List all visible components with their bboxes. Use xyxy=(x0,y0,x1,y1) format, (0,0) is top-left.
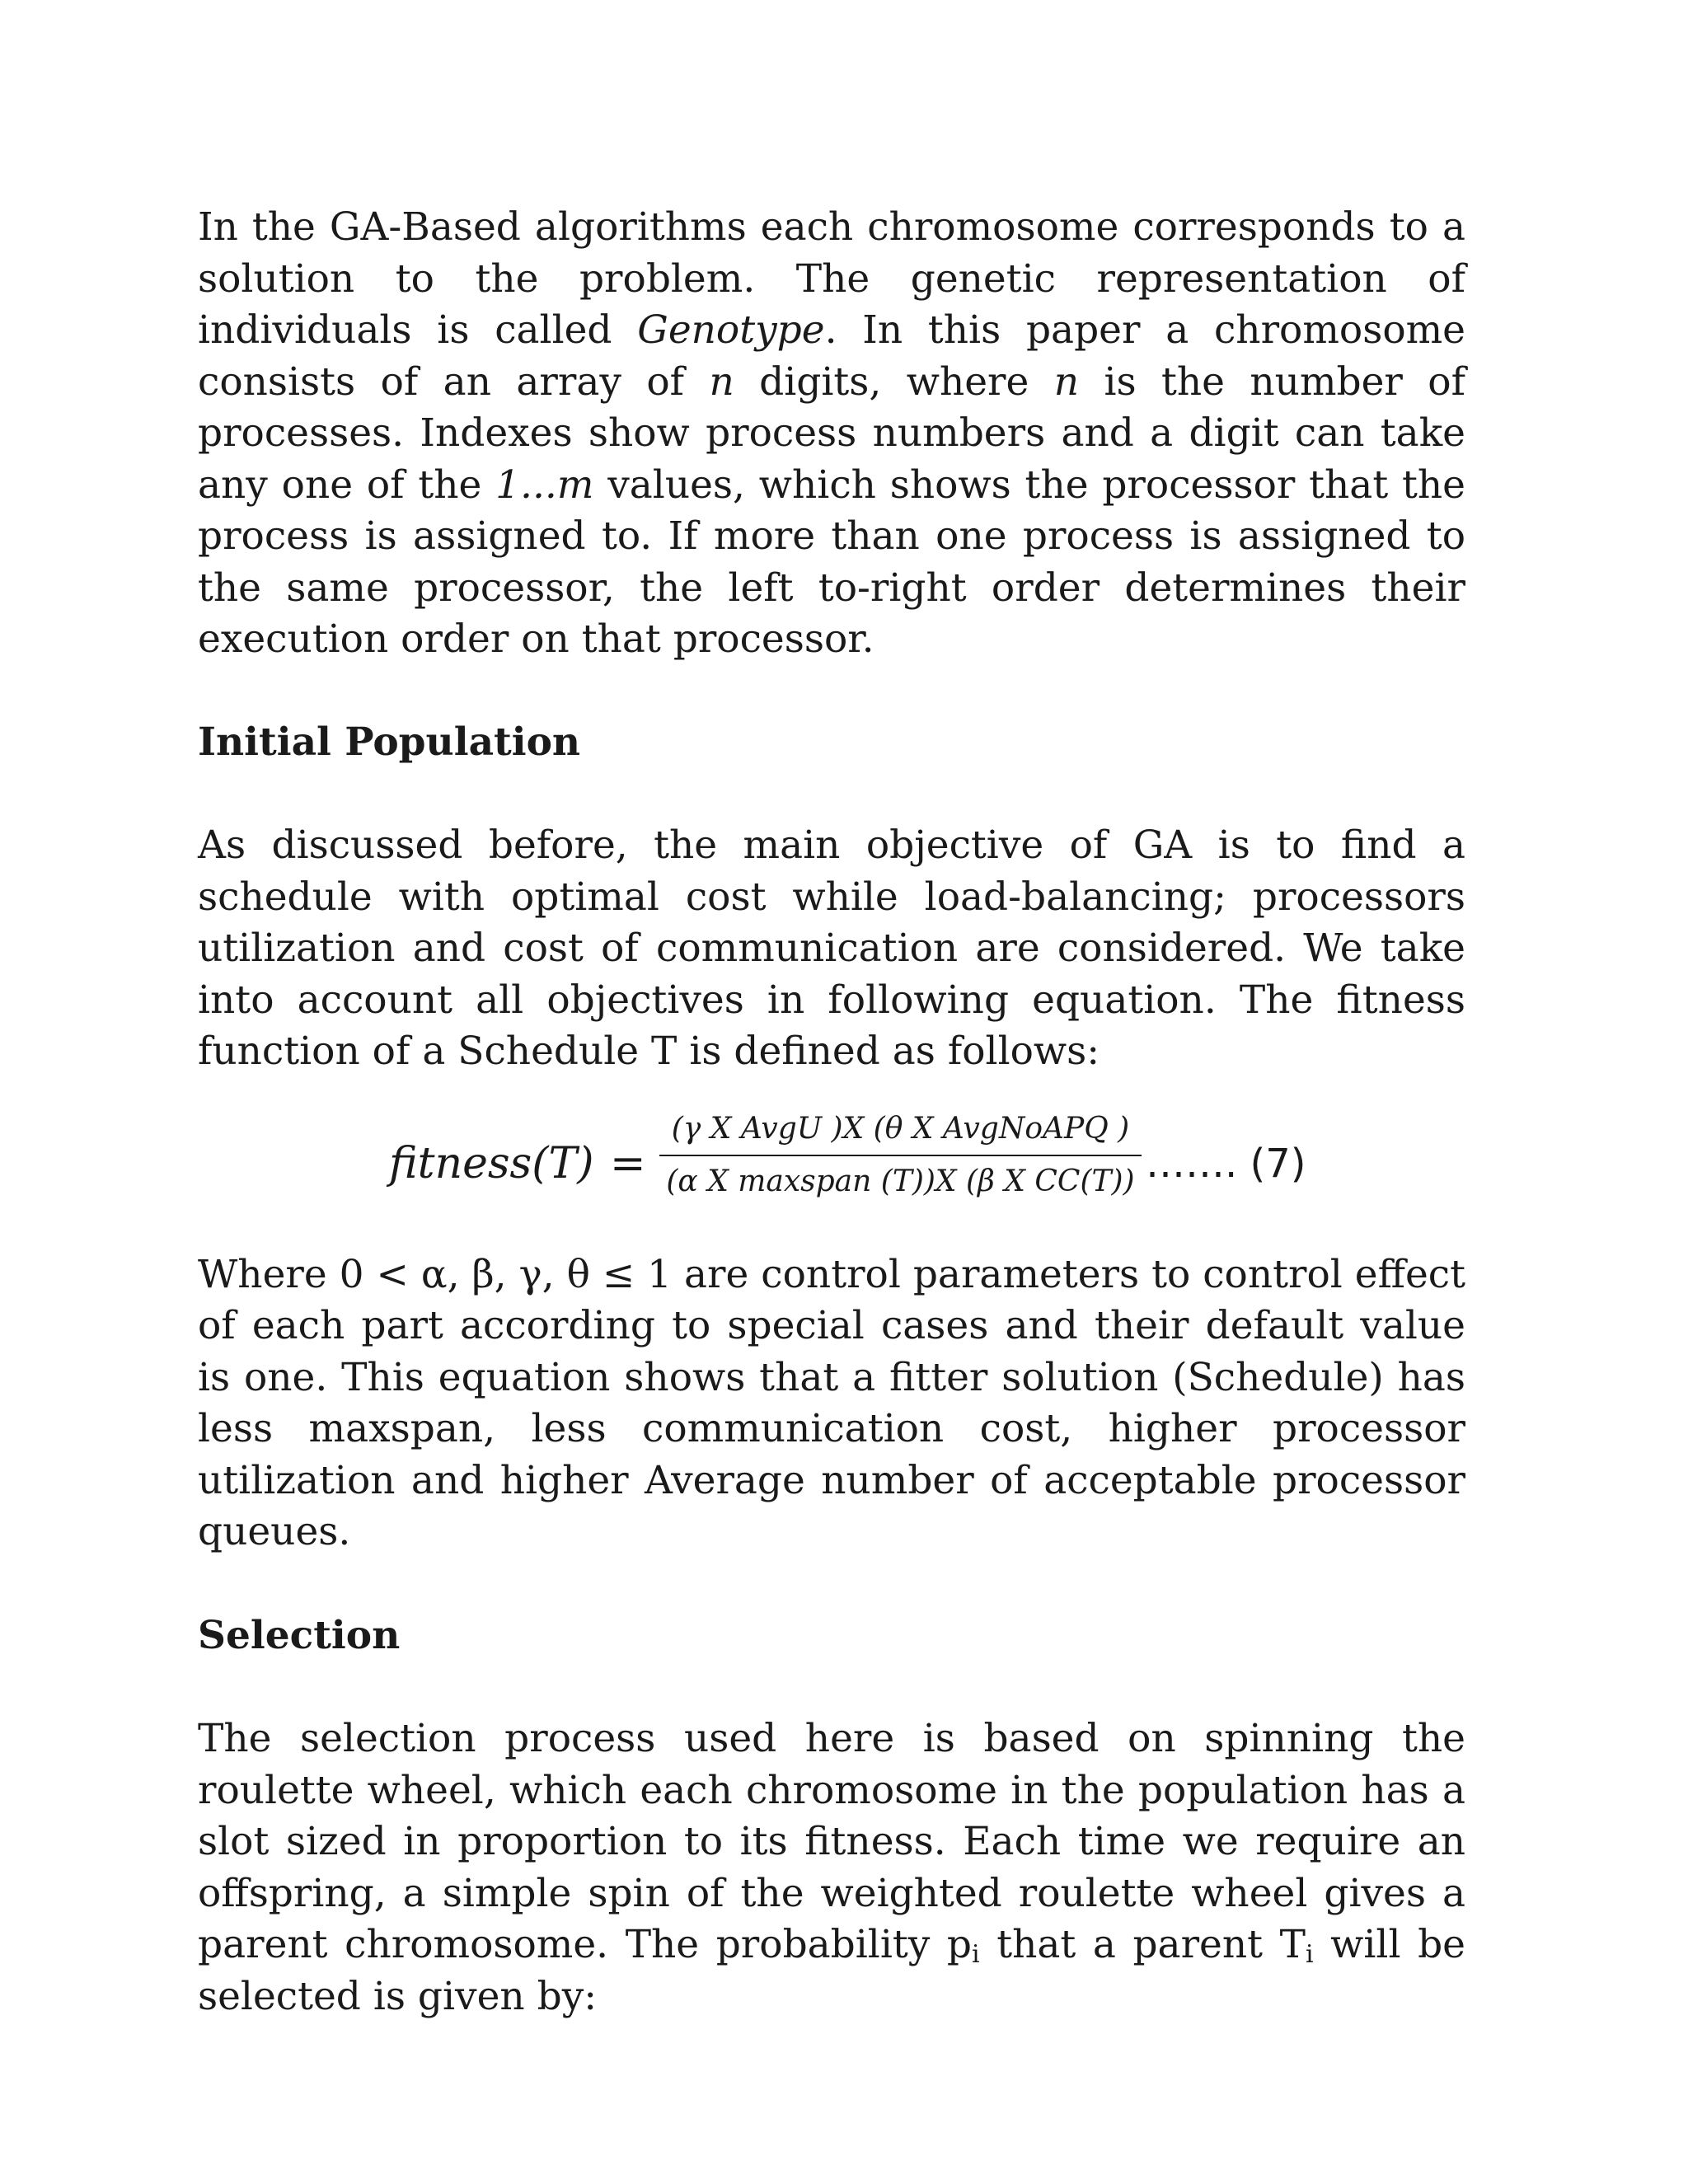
text-run: will be selected is given by: xyxy=(198,1922,1465,2019)
text-run: values, which shows the processor that the process is assigned to. If more than one process is assigned to the same processor, the left to-right order determines their execution order on that processor. xyxy=(198,462,1465,662)
section-heading-selection: Selection xyxy=(198,1612,401,1658)
text-run: is the number of processes. Indexes show process numbers and a digit can take any one of the xyxy=(198,359,1465,508)
term-genotype: Genotype xyxy=(637,307,825,353)
subscript-i: i xyxy=(1305,1940,1314,1969)
var-n: n xyxy=(1053,359,1080,405)
equation-function-name: fitness xyxy=(389,1138,532,1188)
equation-lhs xyxy=(389,1138,593,1190)
equals-sign: = xyxy=(610,1138,646,1188)
paragraph-selection xyxy=(198,1713,1465,2022)
text-run: In the GA-Based algorithms each chromosome corresponds to a solution to the problem. The genetic representation of individuals is called xyxy=(198,204,1465,353)
text-run: The selection process used here is based on spinning the roulette wheel, which each chromosome in the population has a slot sized in proportion to its fitness. Each time we require an offspring, a simple spin of the weighted roulette wheel gives a parent chromosome. The probability p xyxy=(198,1716,1465,1967)
text-run: that a parent T xyxy=(979,1922,1306,1967)
subscript-i: i xyxy=(971,1940,980,1969)
paragraph-objective: As discussed before, the main objective of GA is to find a schedule with optimal cost while load-balancing; processors utilization and cost of communication are considered. We take into account all objectives in following equation. The fitness function of a Schedule T is defined as follows: xyxy=(198,823,1465,1074)
text-run: digits, where xyxy=(734,359,1054,405)
var-n: n xyxy=(709,359,734,405)
paragraph-chromosome-representation xyxy=(198,202,1465,666)
section-heading-initial-population: Initial Population xyxy=(198,719,581,765)
document-page xyxy=(198,202,1465,2022)
paragraph-control-parameters: Where 0 < α, β, γ, θ ≤ 1 are control parameters to control effect of each part according to special cases and their default value is one. This equation shows that a fitter solution (Schedule) has less maxspan, less communication cost, higher processor utilization and higher Average number of acceptable processor queues. xyxy=(198,1251,1465,1554)
var-range: 1...m xyxy=(495,462,594,508)
equation-function-arg: (T) xyxy=(532,1138,594,1188)
equation-number: ……. (7) xyxy=(1146,1140,1306,1187)
text-run: . In this paper a chromosome consists of an array of xyxy=(198,307,1465,405)
equation-numerator: (γ X AvgU )X (θ X AvgNoAPQ ) xyxy=(671,1111,1130,1146)
equation-denominator: (α X maxspan (T))X (β X CC(T)) xyxy=(666,1164,1135,1198)
fraction-bar xyxy=(659,1155,1142,1156)
equation-fraction xyxy=(659,1107,1142,1204)
fitness-equation xyxy=(198,1107,1465,1235)
